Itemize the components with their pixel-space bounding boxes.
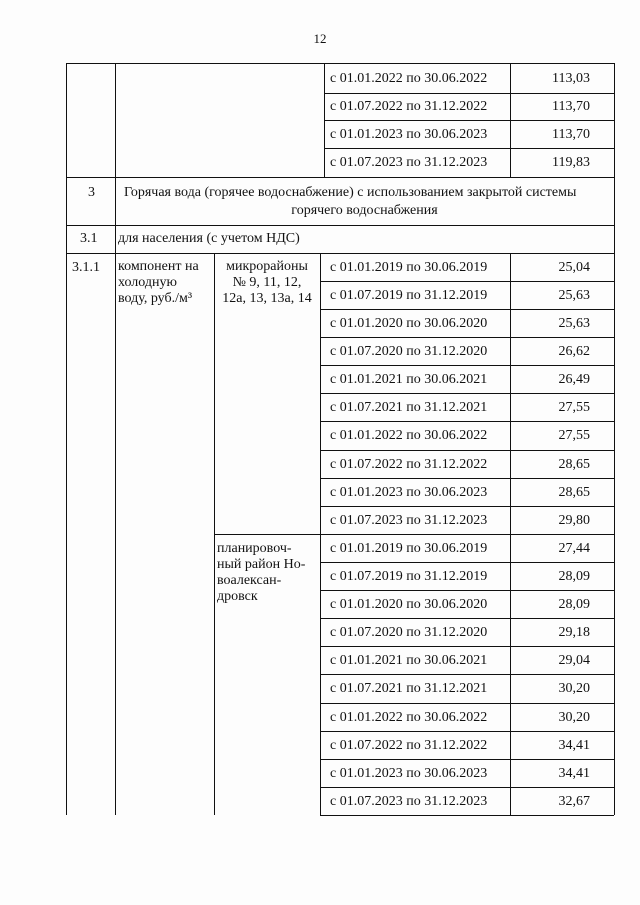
period-cell: с 01.07.2019 по 31.12.2019 xyxy=(330,288,488,303)
period-cell: с 01.01.2023 по 30.06.2023 xyxy=(330,766,488,781)
value-cell: 27,55 xyxy=(558,400,590,415)
district-a-label: 12а, 13, 13а, 14 xyxy=(222,291,312,306)
district-a-label: № 9, 11, 12, xyxy=(232,275,302,290)
period-cell: с 01.01.2021 по 30.06.2021 xyxy=(330,653,488,668)
period-cell: с 01.07.2019 по 31.12.2019 xyxy=(330,569,488,584)
district-b-label: воалексан- xyxy=(217,573,282,588)
period-cell: с 01.01.2022 по 30.06.2022 xyxy=(330,71,488,86)
value-cell: 28,65 xyxy=(558,457,590,472)
value-cell: 29,80 xyxy=(558,513,590,528)
period-cell: с 01.07.2022 по 31.12.2022 xyxy=(330,738,488,753)
value-cell: 113,70 xyxy=(552,99,590,114)
period-cell: с 01.07.2021 по 31.12.2021 xyxy=(330,400,488,415)
period-cell: с 01.07.2021 по 31.12.2021 xyxy=(330,681,488,696)
period-cell: с 01.01.2023 по 30.06.2023 xyxy=(330,127,488,142)
value-cell: 27,44 xyxy=(558,541,590,556)
page-number: 12 xyxy=(313,31,327,46)
value-cell: 25,63 xyxy=(558,288,590,303)
district-b-label: ный район Но- xyxy=(217,557,306,572)
value-cell: 113,70 xyxy=(552,127,590,142)
value-cell: 32,67 xyxy=(558,794,590,809)
value-cell: 26,49 xyxy=(558,372,590,387)
period-cell: с 01.01.2019 по 30.06.2019 xyxy=(330,260,488,275)
period-cell: с 01.01.2021 по 30.06.2021 xyxy=(330,372,488,387)
value-cell: 34,41 xyxy=(558,766,590,781)
period-cell: с 01.07.2023 по 31.12.2023 xyxy=(330,155,488,170)
value-cell: 119,83 xyxy=(552,155,590,170)
section-title-cont: горячего водоснабжения xyxy=(291,203,438,218)
value-cell: 34,41 xyxy=(558,738,590,753)
period-cell: с 01.07.2020 по 31.12.2020 xyxy=(330,625,488,640)
section-number: 3 xyxy=(88,185,95,200)
value-cell: 30,20 xyxy=(558,681,590,696)
section-title: Горячая вода (горячее водоснабжение) с использованием закрытой системы xyxy=(124,185,577,200)
value-cell: 28,65 xyxy=(558,485,590,500)
period-cell: с 01.07.2023 по 31.12.2023 xyxy=(330,513,488,528)
district-a-label: микрорайоны xyxy=(226,259,308,274)
value-cell: 25,04 xyxy=(558,260,590,275)
item-number: 3.1.1 xyxy=(72,260,100,275)
district-b-label: дровск xyxy=(217,589,258,604)
value-cell: 26,62 xyxy=(558,344,590,359)
period-cell: с 01.01.2019 по 30.06.2019 xyxy=(330,541,488,556)
component-label: холодную xyxy=(118,275,177,290)
period-cell: с 01.07.2023 по 31.12.2023 xyxy=(330,794,488,809)
value-cell: 27,55 xyxy=(558,428,590,443)
value-cell: 30,20 xyxy=(558,710,590,725)
period-cell: с 01.07.2022 по 31.12.2022 xyxy=(330,99,488,114)
subsection-number: 3.1 xyxy=(80,231,98,246)
value-cell: 28,09 xyxy=(558,569,590,584)
value-cell: 28,09 xyxy=(558,597,590,612)
period-cell: с 01.01.2020 по 30.06.2020 xyxy=(330,316,488,331)
period-cell: с 01.01.2023 по 30.06.2023 xyxy=(330,485,488,500)
value-cell: 29,18 xyxy=(558,625,590,640)
value-cell: 25,63 xyxy=(558,316,590,331)
value-cell: 113,03 xyxy=(552,71,590,86)
component-label: воду, руб./м³ xyxy=(118,291,193,306)
period-cell: с 01.01.2022 по 30.06.2022 xyxy=(330,428,488,443)
period-cell: с 01.01.2022 по 30.06.2022 xyxy=(330,710,488,725)
period-cell: с 01.07.2020 по 31.12.2020 xyxy=(330,344,488,359)
value-cell: 29,04 xyxy=(558,653,590,668)
district-b-label: планировоч- xyxy=(217,541,292,556)
component-label: компонент на xyxy=(118,259,199,274)
period-cell: с 01.01.2020 по 30.06.2020 xyxy=(330,597,488,612)
period-cell: с 01.07.2022 по 31.12.2022 xyxy=(330,457,488,472)
subsection-title: для населения (с учетом НДС) xyxy=(118,231,300,246)
